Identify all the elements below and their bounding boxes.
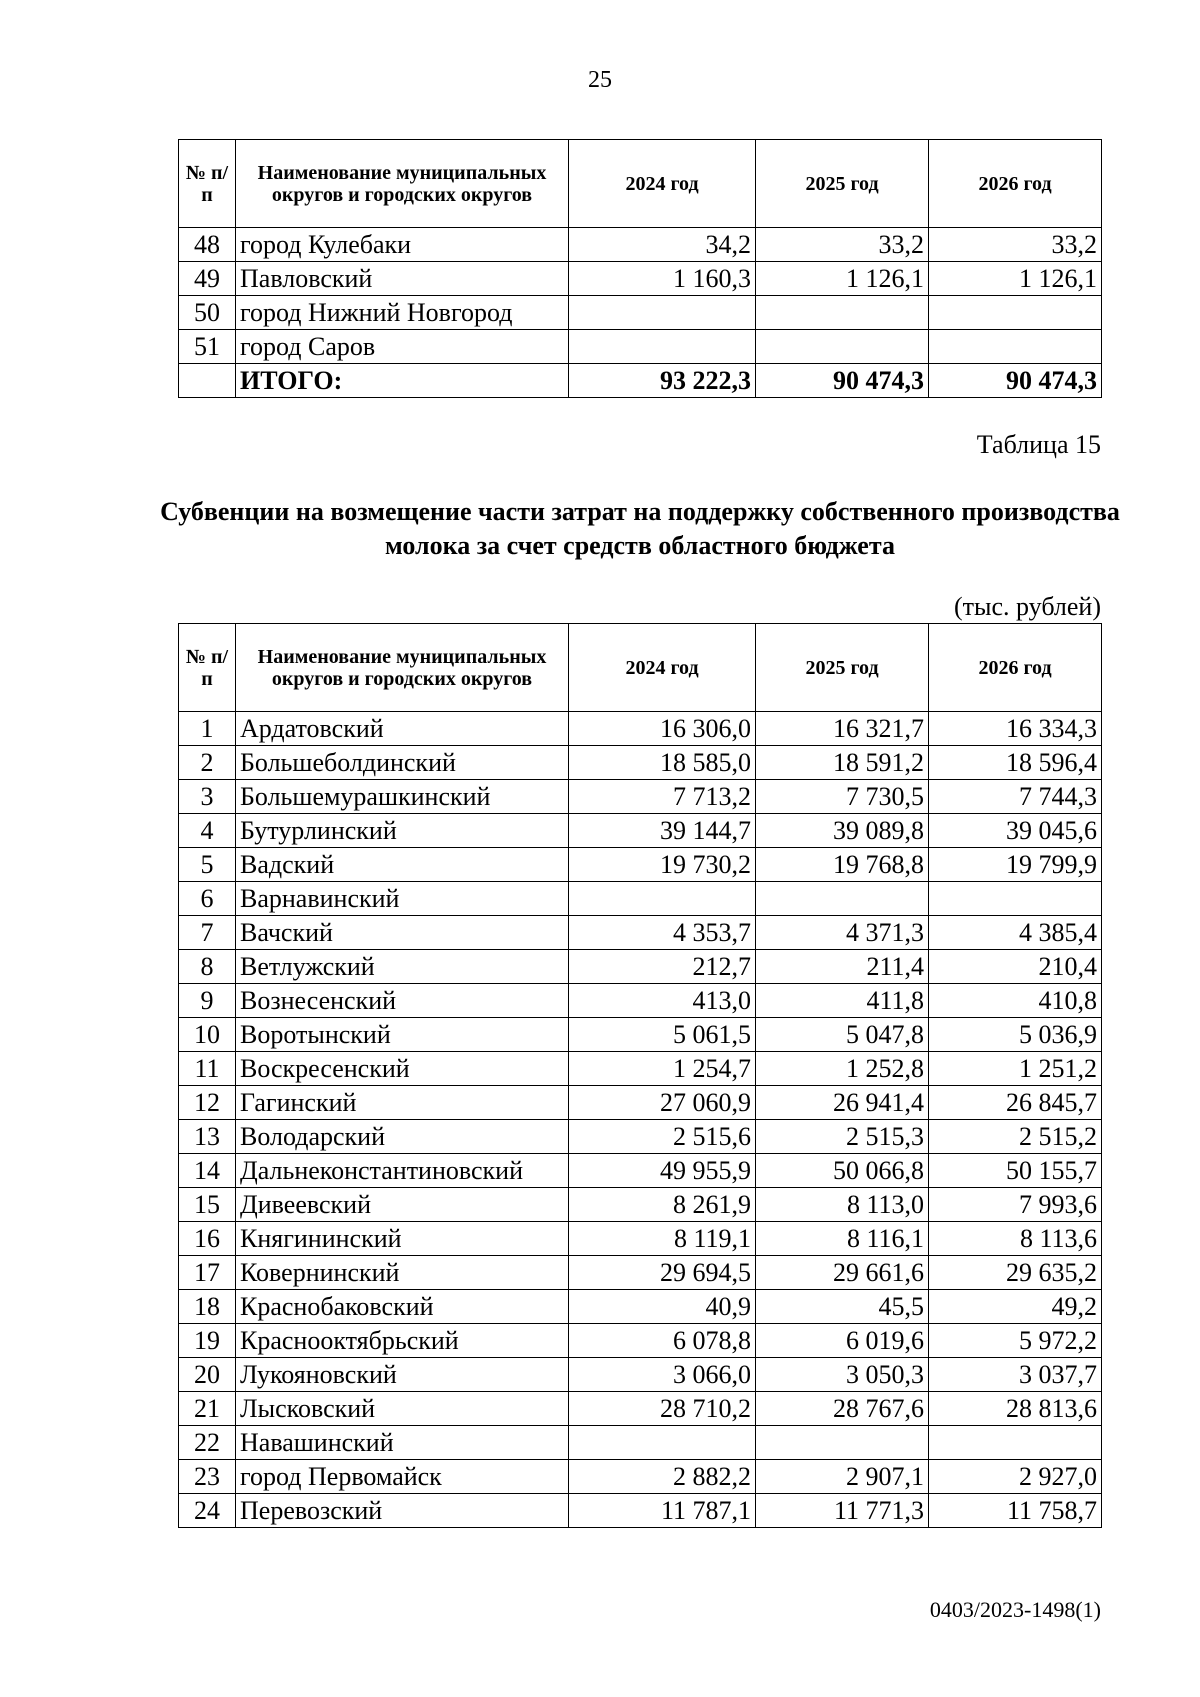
value-2026: 29 635,2 — [929, 1256, 1102, 1290]
header-name: Наименование муниципальных округов и городских округов — [236, 624, 569, 712]
row-number: 5 — [179, 848, 236, 882]
value-2026: 49,2 — [929, 1290, 1102, 1324]
municipality-name: Навашинский — [236, 1426, 569, 1460]
table-row — [179, 712, 1102, 746]
value-2024: 7 713,2 — [569, 780, 756, 814]
municipality-name: Варнавинский — [236, 882, 569, 916]
table-header-row — [179, 140, 1102, 228]
value-2026: 26 845,7 — [929, 1086, 1102, 1120]
row-number: 2 — [179, 746, 236, 780]
value-2026: 2 515,2 — [929, 1120, 1102, 1154]
municipality-name: Большеболдинский — [236, 746, 569, 780]
total-2026: 90 474,3 — [929, 364, 1102, 398]
value-2024 — [569, 330, 756, 364]
municipality-name: Дивеевский — [236, 1188, 569, 1222]
municipality-name: Перевозский — [236, 1494, 569, 1528]
value-2026: 1 251,2 — [929, 1052, 1102, 1086]
value-2026: 33,2 — [929, 228, 1102, 262]
value-2026 — [929, 1426, 1102, 1460]
row-number: 14 — [179, 1154, 236, 1188]
municipality-name: Воскресенский — [236, 1052, 569, 1086]
value-2024: 1 160,3 — [569, 262, 756, 296]
row-number: 22 — [179, 1426, 236, 1460]
municipality-name: Бутурлинский — [236, 814, 569, 848]
municipality-name: город Нижний Новгород — [236, 296, 569, 330]
row-number: 6 — [179, 882, 236, 916]
table-row — [179, 296, 1102, 330]
total-label: ИТОГО: — [236, 364, 569, 398]
page-number: 25 — [588, 67, 612, 93]
value-2024: 29 694,5 — [569, 1256, 756, 1290]
value-2025: 50 066,8 — [756, 1154, 929, 1188]
value-2026: 18 596,4 — [929, 746, 1102, 780]
value-2024 — [569, 1426, 756, 1460]
value-2026: 210,4 — [929, 950, 1102, 984]
row-number: 19 — [179, 1324, 236, 1358]
row-number: 51 — [179, 330, 236, 364]
value-2024: 8 119,1 — [569, 1222, 756, 1256]
total-2025: 90 474,3 — [756, 364, 929, 398]
value-2024: 5 061,5 — [569, 1018, 756, 1052]
value-2025: 3 050,3 — [756, 1358, 929, 1392]
value-2025 — [756, 882, 929, 916]
value-2026 — [929, 296, 1102, 330]
row-number: 4 — [179, 814, 236, 848]
value-2026: 5 036,9 — [929, 1018, 1102, 1052]
table-row — [179, 1426, 1102, 1460]
value-2026: 8 113,6 — [929, 1222, 1102, 1256]
value-2024: 49 955,9 — [569, 1154, 756, 1188]
total-empty-cell — [179, 364, 236, 398]
value-2026: 3 037,7 — [929, 1358, 1102, 1392]
value-2025: 1 252,8 — [756, 1052, 929, 1086]
municipality-name: Володарский — [236, 1120, 569, 1154]
value-2025: 411,8 — [756, 984, 929, 1018]
value-2026: 7 993,6 — [929, 1188, 1102, 1222]
value-2024: 11 787,1 — [569, 1494, 756, 1528]
value-2024: 2 882,2 — [569, 1460, 756, 1494]
value-2025: 1 126,1 — [756, 262, 929, 296]
value-2026: 28 813,6 — [929, 1392, 1102, 1426]
municipality-name: Вознесенский — [236, 984, 569, 1018]
header-2025: 2025 год — [756, 624, 929, 712]
row-number: 10 — [179, 1018, 236, 1052]
table-row — [179, 1290, 1102, 1324]
table-caption: Таблица 15 — [976, 430, 1101, 459]
municipality-name: Ардатовский — [236, 712, 569, 746]
value-2026: 410,8 — [929, 984, 1102, 1018]
value-2025: 2 515,3 — [756, 1120, 929, 1154]
value-2024: 16 306,0 — [569, 712, 756, 746]
header-num: № п/п — [179, 140, 236, 228]
table-row — [179, 1392, 1102, 1426]
header-name: Наименование муниципальных округов и городских округов — [236, 140, 569, 228]
table-row — [179, 1358, 1102, 1392]
value-2024 — [569, 296, 756, 330]
row-number: 16 — [179, 1222, 236, 1256]
table-row — [179, 1120, 1102, 1154]
table-row — [179, 330, 1102, 364]
header-2024: 2024 год — [569, 140, 756, 228]
value-2025: 6 019,6 — [756, 1324, 929, 1358]
municipality-name: Ветлужский — [236, 950, 569, 984]
value-2025: 8 116,1 — [756, 1222, 929, 1256]
table-row — [179, 1188, 1102, 1222]
municipality-name: город Кулебаки — [236, 228, 569, 262]
value-2026: 39 045,6 — [929, 814, 1102, 848]
value-2024: 4 353,7 — [569, 916, 756, 950]
value-2026 — [929, 882, 1102, 916]
table-row — [179, 1086, 1102, 1120]
document-code: 0403/2023-1498(1) — [929, 1597, 1101, 1622]
row-number: 8 — [179, 950, 236, 984]
row-number: 23 — [179, 1460, 236, 1494]
table-row — [179, 1222, 1102, 1256]
row-number: 48 — [179, 228, 236, 262]
municipality-name: Гагинский — [236, 1086, 569, 1120]
municipality-name: Воротынский — [236, 1018, 569, 1052]
municipality-name: Дальнеконстантиновский — [236, 1154, 569, 1188]
value-2024 — [569, 882, 756, 916]
table-row — [179, 1018, 1102, 1052]
table-row — [179, 1494, 1102, 1528]
row-number: 11 — [179, 1052, 236, 1086]
value-2025: 45,5 — [756, 1290, 929, 1324]
header-2026: 2026 год — [929, 140, 1102, 228]
value-2024: 2 515,6 — [569, 1120, 756, 1154]
municipality-name: Краснобаковский — [236, 1290, 569, 1324]
value-2025: 39 089,8 — [756, 814, 929, 848]
value-2026: 1 126,1 — [929, 262, 1102, 296]
municipality-name: Краснооктябрьский — [236, 1324, 569, 1358]
header-2025: 2025 год — [756, 140, 929, 228]
table-row — [179, 228, 1102, 262]
value-2024: 39 144,7 — [569, 814, 756, 848]
value-2026: 4 385,4 — [929, 916, 1102, 950]
municipality-name: Вачский — [236, 916, 569, 950]
table-row — [179, 984, 1102, 1018]
municipality-name: Вадский — [236, 848, 569, 882]
value-2025: 18 591,2 — [756, 746, 929, 780]
table-row — [179, 262, 1102, 296]
table-row — [179, 780, 1102, 814]
row-number: 15 — [179, 1188, 236, 1222]
row-number: 18 — [179, 1290, 236, 1324]
value-2024: 212,7 — [569, 950, 756, 984]
value-2024: 413,0 — [569, 984, 756, 1018]
value-2026: 11 758,7 — [929, 1494, 1102, 1528]
value-2024: 40,9 — [569, 1290, 756, 1324]
value-2025: 211,4 — [756, 950, 929, 984]
row-number: 1 — [179, 712, 236, 746]
municipality-name: Лысковский — [236, 1392, 569, 1426]
header-2026: 2026 год — [929, 624, 1102, 712]
row-number: 3 — [179, 780, 236, 814]
value-2025: 4 371,3 — [756, 916, 929, 950]
value-2025: 2 907,1 — [756, 1460, 929, 1494]
value-2026: 5 972,2 — [929, 1324, 1102, 1358]
table-title: Субвенции на возмещение части затрат на поддержку собственного производства молока за счет средств областного бюджета — [160, 497, 1120, 560]
row-number: 9 — [179, 984, 236, 1018]
value-2025: 33,2 — [756, 228, 929, 262]
row-number: 20 — [179, 1358, 236, 1392]
municipality-name: Лукояновский — [236, 1358, 569, 1392]
municipality-name: Павловский — [236, 262, 569, 296]
value-2024: 8 261,9 — [569, 1188, 756, 1222]
value-2025 — [756, 296, 929, 330]
value-2026 — [929, 330, 1102, 364]
value-2026: 2 927,0 — [929, 1460, 1102, 1494]
value-2024: 18 585,0 — [569, 746, 756, 780]
value-2025: 11 771,3 — [756, 1494, 929, 1528]
table-row — [179, 1256, 1102, 1290]
table-row — [179, 1460, 1102, 1494]
units-label: (тыс. рублей) — [953, 592, 1101, 621]
municipality-name: Ковернинский — [236, 1256, 569, 1290]
top-table-body — [179, 228, 1102, 398]
table-row — [179, 1154, 1102, 1188]
value-2024: 1 254,7 — [569, 1052, 756, 1086]
row-number: 21 — [179, 1392, 236, 1426]
value-2024: 27 060,9 — [569, 1086, 756, 1120]
value-2025: 5 047,8 — [756, 1018, 929, 1052]
value-2024: 6 078,8 — [569, 1324, 756, 1358]
main-table-body — [179, 712, 1102, 1528]
row-number: 12 — [179, 1086, 236, 1120]
municipality-name: город Первомайск — [236, 1460, 569, 1494]
value-2025: 19 768,8 — [756, 848, 929, 882]
table-row — [179, 882, 1102, 916]
value-2026: 16 334,3 — [929, 712, 1102, 746]
value-2024: 19 730,2 — [569, 848, 756, 882]
previous-table-continuation — [178, 139, 1102, 398]
value-2026: 7 744,3 — [929, 780, 1102, 814]
municipality-name: Большемурашкинский — [236, 780, 569, 814]
municipality-name: город Саров — [236, 330, 569, 364]
table-row — [179, 916, 1102, 950]
table-header-row — [179, 624, 1102, 712]
total-2024: 93 222,3 — [569, 364, 756, 398]
total-row — [179, 364, 1102, 398]
municipality-name: Княгининский — [236, 1222, 569, 1256]
value-2025 — [756, 1426, 929, 1460]
header-num: № п/п — [179, 624, 236, 712]
row-number: 50 — [179, 296, 236, 330]
row-number: 24 — [179, 1494, 236, 1528]
value-2024: 28 710,2 — [569, 1392, 756, 1426]
value-2025: 26 941,4 — [756, 1086, 929, 1120]
row-number: 13 — [179, 1120, 236, 1154]
table-row — [179, 746, 1102, 780]
value-2024: 34,2 — [569, 228, 756, 262]
table-row — [179, 814, 1102, 848]
value-2025 — [756, 330, 929, 364]
value-2025: 7 730,5 — [756, 780, 929, 814]
value-2026: 19 799,9 — [929, 848, 1102, 882]
value-2026: 50 155,7 — [929, 1154, 1102, 1188]
table-row — [179, 950, 1102, 984]
row-number: 49 — [179, 262, 236, 296]
table-row — [179, 1052, 1102, 1086]
value-2025: 16 321,7 — [756, 712, 929, 746]
value-2025: 29 661,6 — [756, 1256, 929, 1290]
table-row — [179, 848, 1102, 882]
value-2024: 3 066,0 — [569, 1358, 756, 1392]
table-row — [179, 1324, 1102, 1358]
value-2025: 8 113,0 — [756, 1188, 929, 1222]
subsidies-table — [178, 623, 1102, 1528]
row-number: 17 — [179, 1256, 236, 1290]
header-2024: 2024 год — [569, 624, 756, 712]
value-2025: 28 767,6 — [756, 1392, 929, 1426]
row-number: 7 — [179, 916, 236, 950]
